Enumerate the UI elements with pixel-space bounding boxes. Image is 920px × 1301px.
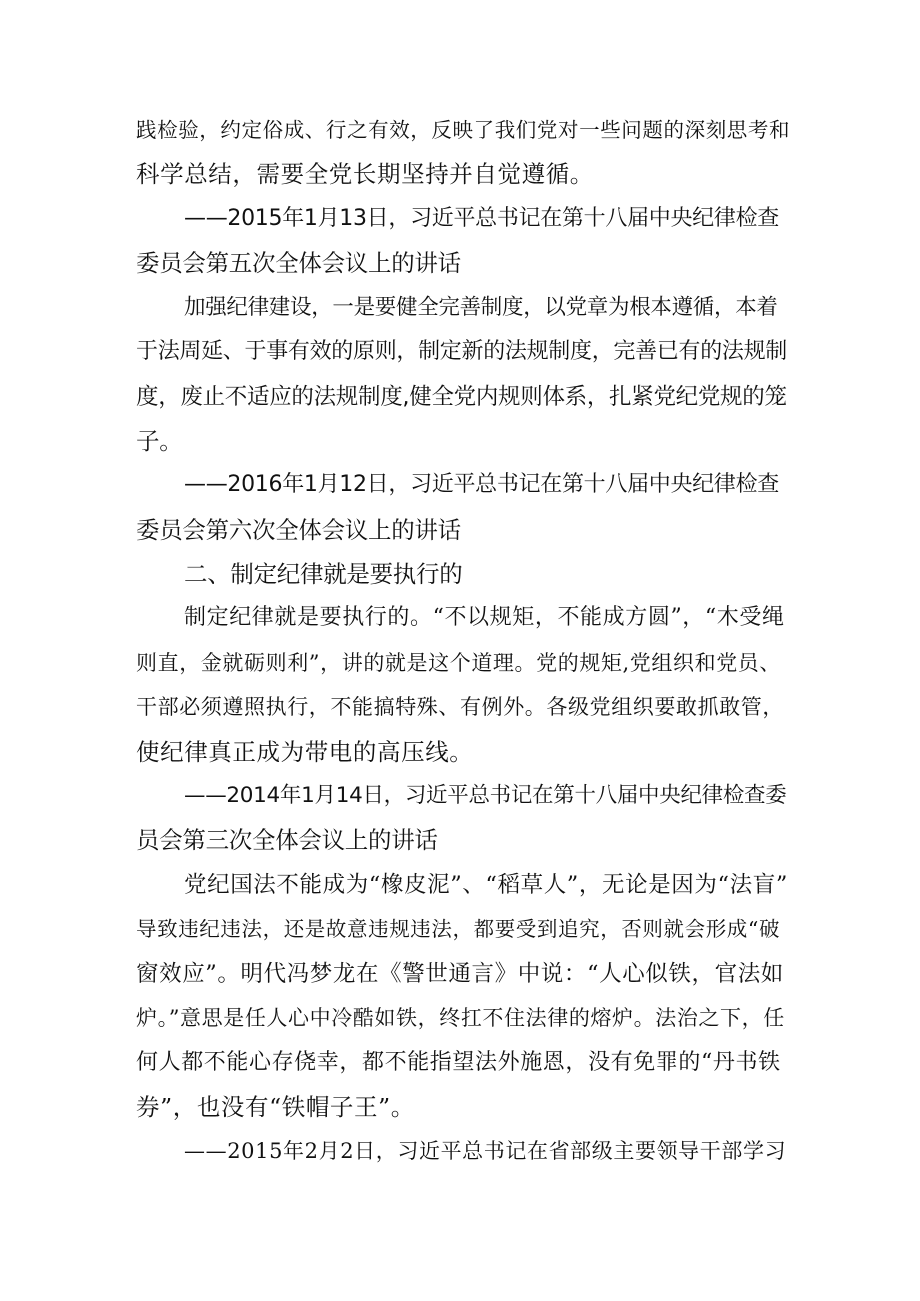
paragraph-line: 则直，金就砺则利”，讲的就是这个道理。党的规矩,党组织和党员、 <box>136 651 782 675</box>
paragraph-line: 加强纪律建设，一是要健全完善制度，以党章为根本遵循，本着 <box>184 295 778 320</box>
source-citation-line: ——2014年1月14日，习近平总书记在第十八届中央纪律检查委 <box>184 783 787 808</box>
section-heading: 二、制定纪律就是要执行的 <box>184 560 463 588</box>
source-citation-line: 委员会第六次全体会议上的讲话 <box>136 516 461 544</box>
paragraph-line: 党纪国法不能成为“橡皮泥”、“稻草人”，无论是因为“法盲” <box>184 872 788 898</box>
paragraph-line: 度，废止不适应的法规制度,健全党内规则体系，扎紧党纪党规的笼 <box>136 384 787 410</box>
paragraph-line: 使纪律真正成为带电的高压线。 <box>136 738 474 766</box>
paragraph-line: 科学总结，需要全党长期坚持并自觉遵循。 <box>136 160 594 188</box>
paragraph-line: 何人都不能心存侥幸，都不能指望法外施恩，没有免罪的“丹书铁 <box>136 1050 781 1075</box>
paragraph-line: 券”，也没有“铁帽子王”。 <box>136 1093 415 1121</box>
paragraph-line: 践检验，约定俗成、行之有效，反映了我们党对一些问题的深刻思考和 <box>136 118 791 142</box>
paragraph-line: 制定纪律就是要执行的。“不以规矩，不能成方圆”，“木受绳 <box>184 605 785 630</box>
source-citation-line: ——2015年2月2日，习近平总书记在省部级主要领导干部学习 <box>184 1139 787 1163</box>
paragraph-line: 干部必须遵照执行，不能搞特殊、有例外。各级党组织要敢抓敢管， <box>136 695 784 719</box>
paragraph-line: 子。 <box>136 427 183 455</box>
source-citation-line: 员会第三次全体会议上的讲话 <box>136 826 438 854</box>
source-citation-line: 委员会第五次全体会议上的讲话 <box>136 249 461 277</box>
source-citation-line: ——2016年1月12日，习近平总书记在第十八届中央纪律检查 <box>184 472 779 497</box>
source-citation-line: ——2015年1月13日，习近平总书记在第十八届中央纪律检查 <box>184 206 779 231</box>
paragraph-line: 窗效应”。明代冯梦龙在《警世通言》中说：“人心似铁，官法如 <box>136 961 784 987</box>
paragraph-line: 导致违纪违法，还是故意违规违法，都要受到追究，否则就会形成“破 <box>136 917 781 941</box>
paragraph-line: 炉。”意思是任人心中冷酷如铁，终扛不住法律的熔炉。法治之下，任 <box>136 1006 785 1030</box>
paragraph-line: 于法周延、于事有效的原则，制定新的法规制度，完善已有的法规制 <box>136 339 788 364</box>
